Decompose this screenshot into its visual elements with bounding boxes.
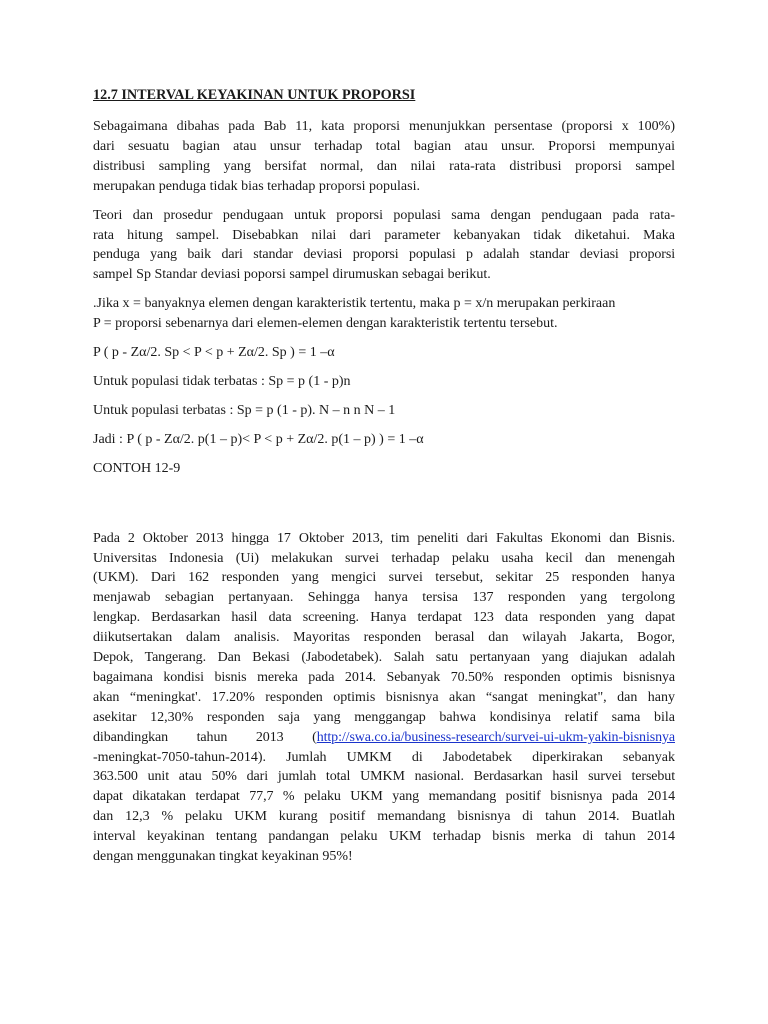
paragraph-intro	[93, 117, 675, 197]
paragraph-line: Universitas Indonesia (Ui) melakukan survei terhadap pelaku usaha kecil dan menengah	[93, 550, 675, 566]
formula-interval: P ( p - Zα/2. Sp < P < p + Zα/2. Sp ) = 1 –α	[93, 345, 335, 361]
paragraph-line: rata hitung sampel. Disebabkan nilai dari parameter kebanyakan tidak diketahui. Maka	[93, 227, 675, 243]
paragraph-example	[93, 529, 675, 867]
formula-infinite-population: Untuk populasi tidak terbatas : Sp = p (1 - p)n	[93, 373, 351, 389]
paragraph-line: diikutsertakan dalam analisis. Mayoritas responden berasal dan wilayah Jakarta, Bogor,	[93, 630, 675, 646]
paragraph-theory	[93, 206, 675, 286]
paragraph-line: dengan menggunakan tingkat keyakinan 95%!	[93, 849, 353, 865]
paragraph-line: -meningkat-7050-tahun-2014). Jumlah UMKM di Jabodetabek diperkirakan sebanyak	[93, 749, 675, 765]
paragraph-line: Pada 2 Oktober 2013 hingga 17 Oktober 2013, tim peneliti dari Fakultas Ekonomi dan Bisnis.	[93, 530, 675, 546]
example-label: CONTOH 12-9	[93, 460, 181, 476]
paragraph-line: (UKM). Dari 162 responden yang mengici survei tersebut, sekitar 25 responden hanya	[93, 570, 675, 586]
paragraph-line: 363.500 unit atau 50% dari jumlah total UMKM nasional. Berdasarkan hasil survei tersebut	[93, 769, 675, 785]
formula-finite-population: Untuk populasi terbatas : Sp = p (1 - p). N – n n N – 1	[93, 402, 396, 418]
paragraph-line: interval keyakinan tentang pandangan pelaku UKM terhadap bisnis merka di tahun 2014	[93, 829, 675, 845]
paragraph-definition	[93, 294, 675, 334]
paragraph-line: asekitar 12,30% responden saja yang menggangap bahwa kondisinya relatif sama bila	[93, 709, 675, 725]
paragraph-line: dan 12,3 % pelaku UKM kurang positif memandang bisnisnya di tahun 2014. Buatlah	[93, 809, 675, 825]
paragraph-line: menjawab sebagian pertanyaan. Sehingga hanya tersisa 137 responden yang tergolong	[93, 590, 675, 606]
source-link[interactable]: http://swa.co.ia/business-research/survei-ui-ukm-yakin-bisnisnya	[316, 729, 675, 745]
paragraph-line: .Jika x = banyaknya elemen dengan karakteristik tertentu, maka p = x/n merupakan perkiraan	[93, 296, 616, 312]
paragraph-line: merupakan penduga tidak bias terhadap proporsi populasi.	[93, 178, 420, 194]
paragraph-line: distribusi sampling yang bersifat normal, dan nilai rata-rata distribusi proporsi sampel	[93, 158, 675, 174]
paragraph-line-with-link	[93, 728, 675, 748]
link-prefix: dibandingkan tahun 2013 (	[93, 729, 317, 745]
paragraph-line: bagaimana kondisi bisnis mereka pada 2014. Sebanyak 70.50% responden optimis bisnisnya	[93, 669, 675, 685]
paragraph-line: lengkap. Berdasarkan hasil data screening. Hanya terdapat 123 data responden yang dapat	[93, 610, 675, 626]
paragraph-line: Sebagaimana dibahas pada Bab 11, kata proporsi menunjukkan persentase (proporsi x 100%)	[93, 119, 675, 134]
paragraph-line: dari sesuatu bagian atau unsur terhadap total bagian atau unsur. Proporsi mempunyai	[93, 138, 675, 154]
paragraph-line: Teori dan prosedur pendugaan untuk proporsi populasi sama dengan pendugaan pada rata-	[93, 207, 675, 223]
paragraph-line: dapat dikatakan terdapat 77,7 % pelaku UKM yang memandang positif bisnisnya pada 2014	[93, 789, 675, 805]
section-title: 12.7 INTERVAL KEYAKINAN UNTUK PROPORSI	[93, 87, 416, 103]
paragraph-line: penduga yang baik dari standar deviasi proporsi populasi p adalah standar deviasi proporsi	[93, 247, 675, 263]
document-body	[93, 86, 675, 867]
paragraph-line: P = proporsi sebenarnya dari elemen-elemen dengan karakteristik tertentu tersebut.	[93, 316, 558, 332]
formula-result: Jadi : P ( p - Zα/2. p(1 – p)< P < p + Zα/2. p(1 – p) ) = 1 –α	[93, 431, 424, 447]
paragraph-line: akan “meningkat'. 17.20% responden optimis bisnisnya akan “sangat meningkat", dan hany	[93, 689, 675, 705]
paragraph-line: sampel Sp Standar deviasi poporsi sampel dirumuskan sebagai berikut.	[93, 267, 491, 283]
paragraph-line: Depok, Tangerang. Dan Bekasi (Jabodetabek). Salah satu pertanyaan yang diajukan adalah	[93, 650, 675, 666]
